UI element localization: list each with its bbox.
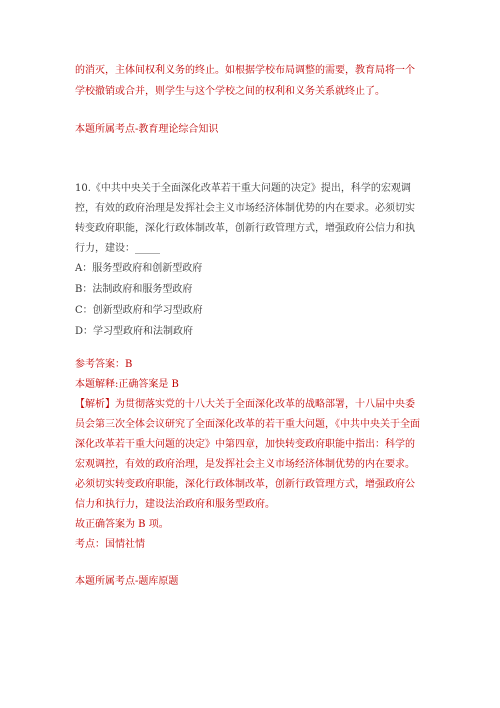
conclusion: 故正确答案为 B 项。 bbox=[75, 519, 169, 530]
answer-block bbox=[75, 356, 430, 554]
explanation-head: 本题解释:正确答案是 B bbox=[75, 379, 179, 390]
text-line: 10.《中共中央关于全面深化改革若干重大问题的决定》提出，科学的宏观调 bbox=[75, 183, 411, 194]
reference-answer: 参考答案：B bbox=[75, 359, 133, 370]
text-line: 行力，建设：_____ bbox=[75, 243, 160, 254]
text-line: 必须切实转变政府职能，深化行政体制改革，创新行政管理方式，增强政府公 bbox=[75, 479, 415, 490]
kaodian: 考点：国情社情 bbox=[75, 539, 145, 550]
option-d: D：学习型政府和法制政府 bbox=[75, 326, 194, 337]
previous-answer-tail bbox=[75, 62, 430, 101]
text-line: 【解析】为贯彻落实党的十八大关于全面深化改革的战略部署，十八届中央委 bbox=[75, 399, 415, 410]
question-stem bbox=[75, 180, 430, 258]
text-line: 信力和执行力，建设法治政府和服务型政府。 bbox=[75, 499, 275, 510]
text-line: 控，有效的政府治理是发挥社会主义市场经济体制优势的内在要求。必须切实 bbox=[75, 203, 415, 214]
question-category: 本题所属考点-题库原题 bbox=[75, 576, 179, 587]
text-line: 宏观调控，有效的政府治理，是发挥社会主义市场经济体制优势的内在要求。 bbox=[75, 459, 415, 470]
option-a: A：服务型政府和创新型政府 bbox=[75, 263, 203, 274]
text-line: 深化改革若干重大问题的决定》中第四章，加快转变政府职能中指出：科学的 bbox=[75, 439, 415, 450]
text-line: 学校撤销或合并，则学生与这个学校之间的权利和义务关系就终止了。 bbox=[75, 86, 385, 97]
analysis bbox=[75, 396, 430, 514]
option-b: B：法制政府和服务型政府 bbox=[75, 284, 193, 295]
option-c: C：创新型政府和学习型政府 bbox=[75, 305, 203, 316]
text-line: 转变政府职能，深化行政体制改革，创新行政管理方式，增强政府公信力和执 bbox=[75, 223, 415, 234]
text-line: 员会第三次全体会议研究了全面深化改革的若干重大问题，《中共中央关于全面 bbox=[75, 419, 420, 430]
answer-options bbox=[75, 260, 430, 341]
text-line: 的消灭，主体间权利义务的终止。如根据学校布局调整的需要，教育局将一个 bbox=[75, 65, 415, 76]
previous-category: 本题所属考点-教育理论综合知识 bbox=[75, 124, 219, 135]
